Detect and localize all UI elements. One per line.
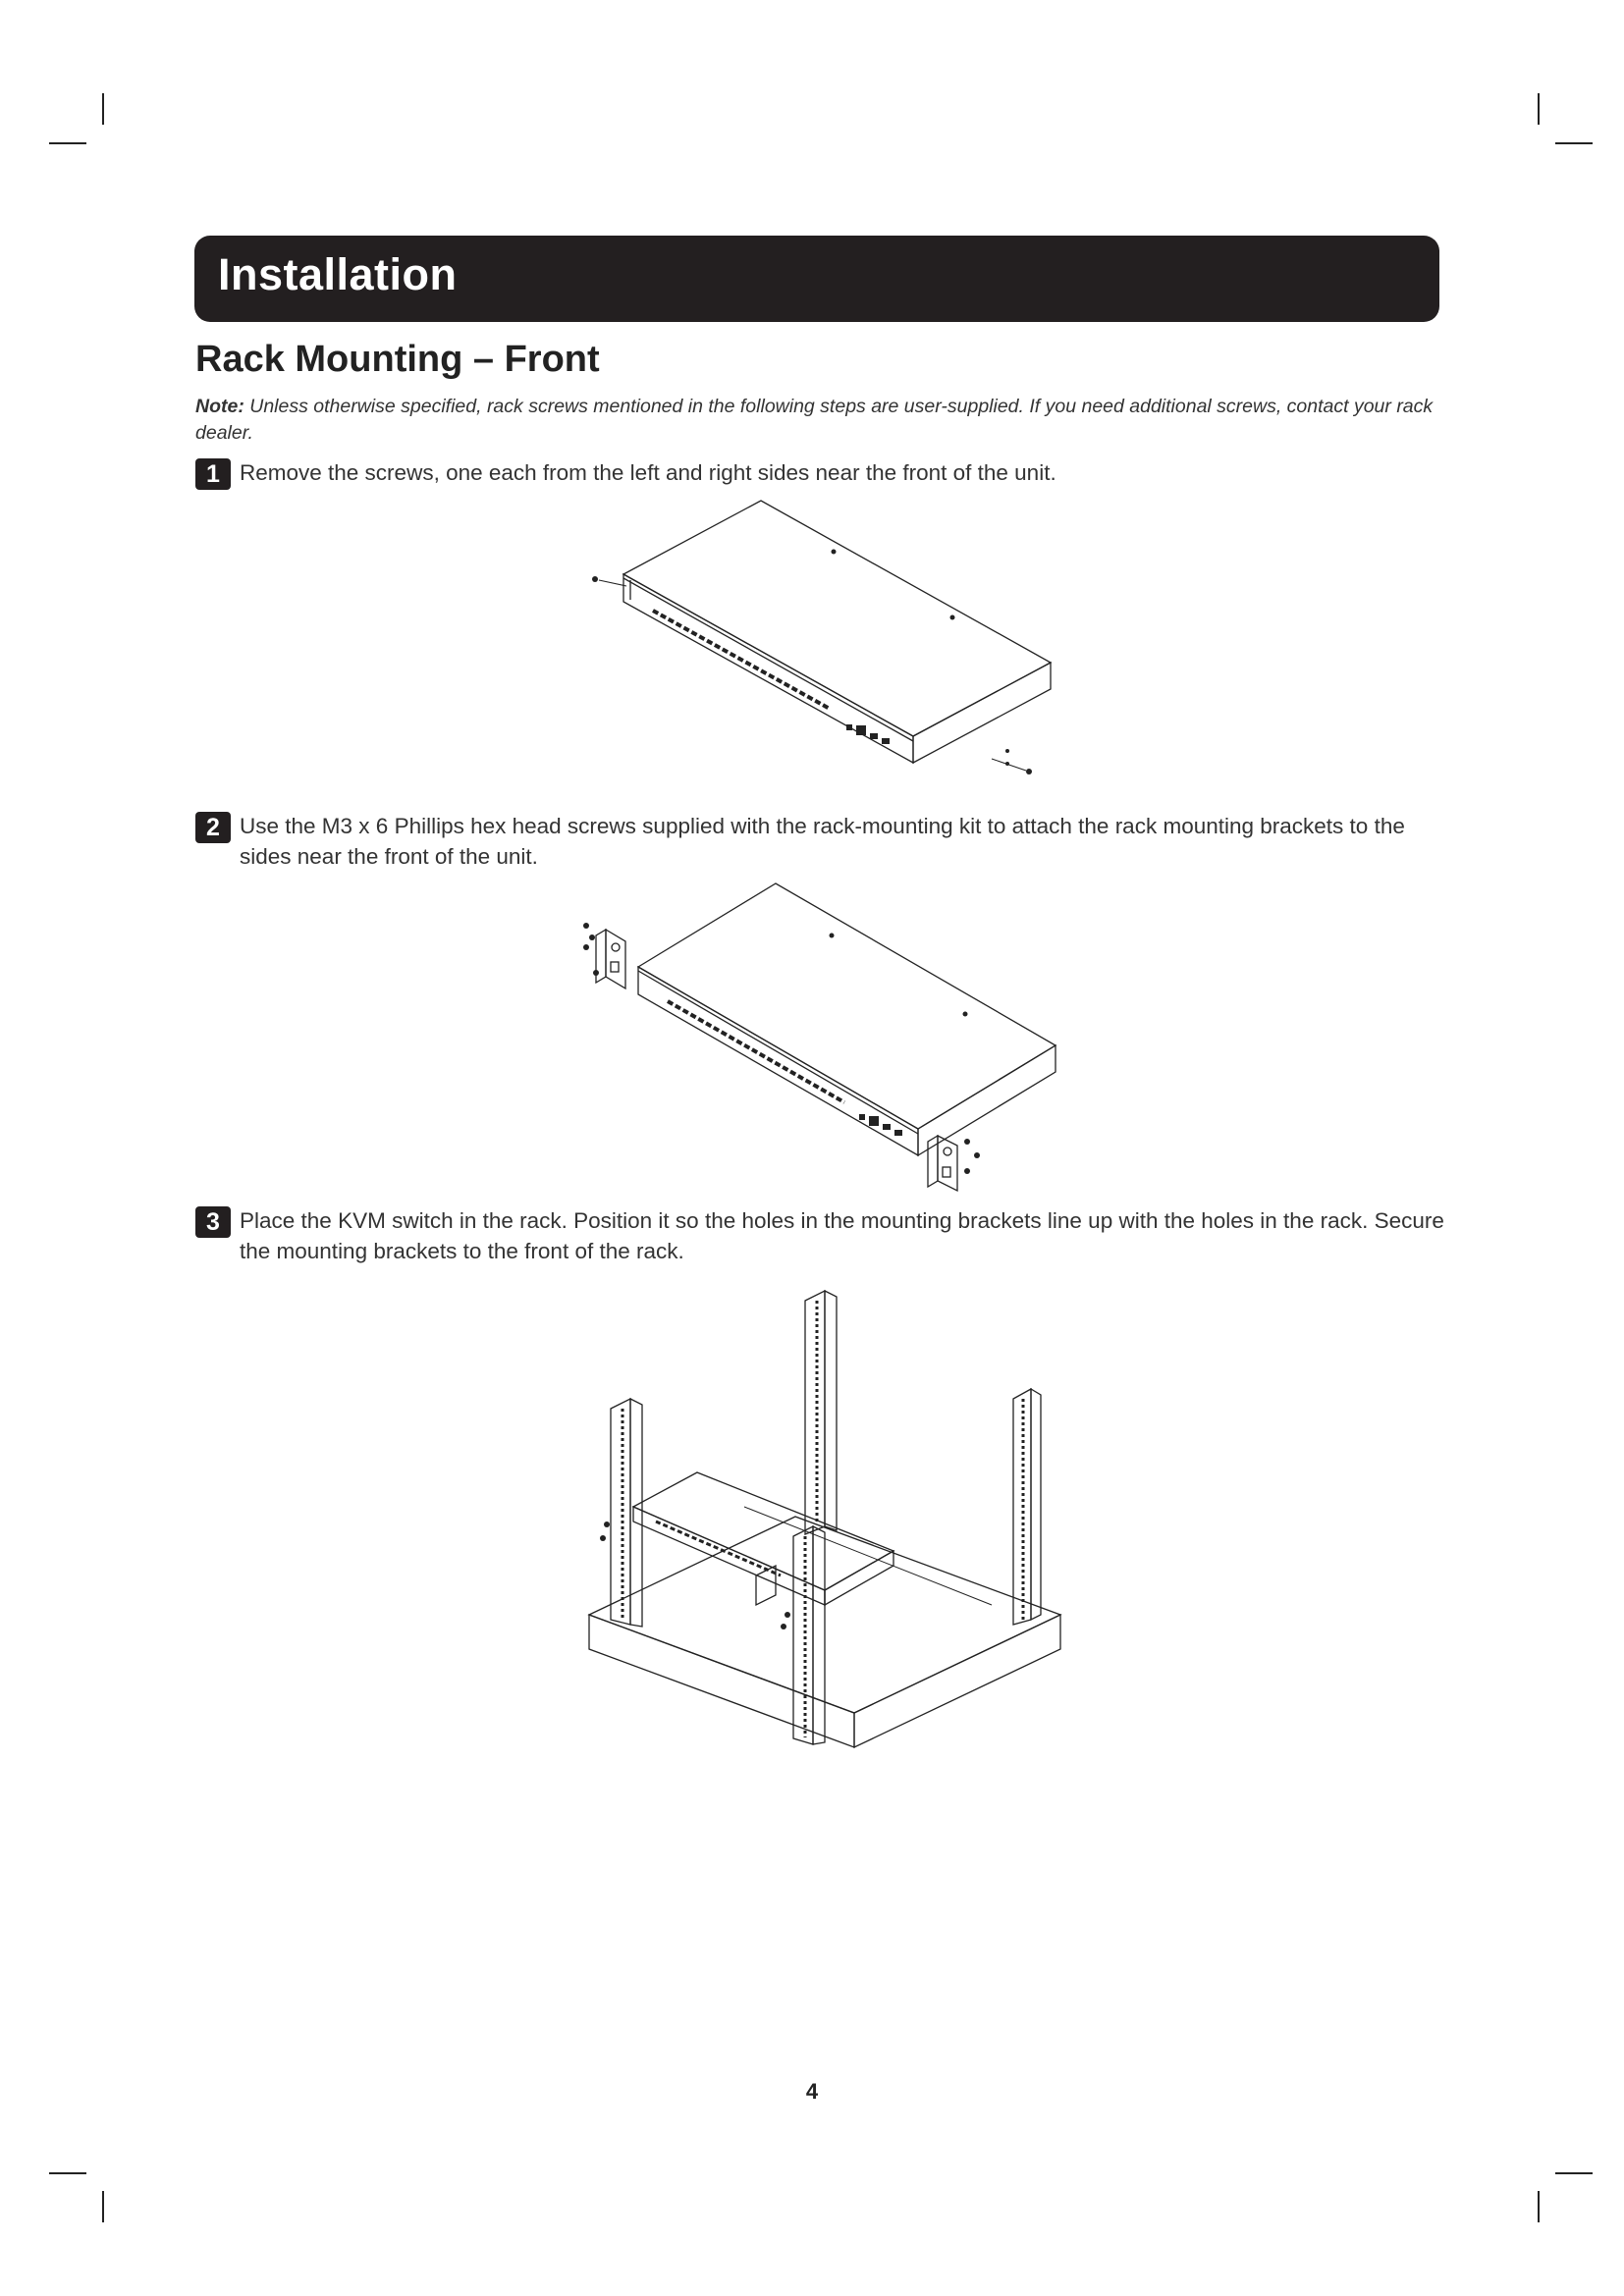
figure-remove-screws <box>579 496 1070 790</box>
subsection-title: Rack Mounting – Front <box>195 339 600 380</box>
crop-mark <box>1538 2191 1540 2222</box>
step-3 <box>195 1205 1452 1266</box>
step-1 <box>195 457 1452 488</box>
page-number: 4 <box>805 2079 819 2104</box>
note <box>195 394 1442 447</box>
step-number-badge: 1 <box>195 458 231 490</box>
crop-mark <box>102 2191 104 2222</box>
step-number-badge: 2 <box>195 812 231 843</box>
crop-mark <box>49 2172 86 2174</box>
step-text: Remove the screws, one each from the left and right sides near the front of the unit. <box>240 460 1056 485</box>
note-text: Unless otherwise specified, rack screws mentioned in the following steps are user-supplied. If you need additional screws, contact your rack dealer. <box>195 396 1434 444</box>
crop-mark <box>1538 93 1540 125</box>
step-text: Use the M3 x 6 Phillips hex head screws supplied with the rack-mounting kit to attach the rack mounting brackets to the sides near the front of the unit. <box>240 814 1405 869</box>
section-banner <box>194 236 1439 322</box>
crop-mark <box>49 142 86 144</box>
crop-mark <box>1555 142 1593 144</box>
crop-mark <box>102 93 104 125</box>
step-text: Place the KVM switch in the rack. Position it so the holes in the mounting brackets line up with the holes in the rack. Secure the mounting brackets to the front of the rack. <box>240 1208 1444 1263</box>
step-number-badge: 3 <box>195 1206 231 1238</box>
note-label: Note: <box>195 396 244 417</box>
step-2 <box>195 811 1452 872</box>
section-title: Installation <box>218 249 458 299</box>
figure-rack-install <box>579 1281 1070 1791</box>
figure-attach-brackets <box>574 879 1085 1193</box>
crop-mark <box>1555 2172 1593 2174</box>
